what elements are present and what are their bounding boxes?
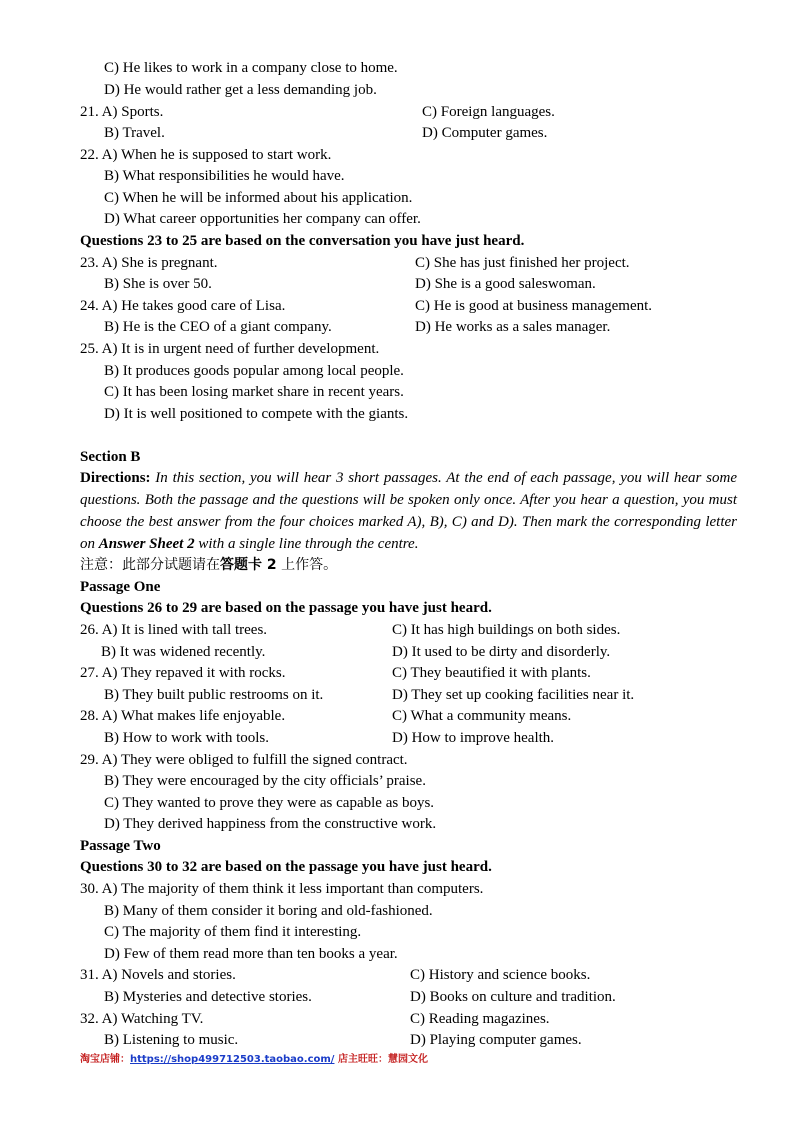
q24-option-b: B) He is the CEO of a giant company. [104, 319, 332, 335]
q29-option-c: C) They wanted to prove they were as capable as boys. [104, 795, 435, 811]
section-b-title: Section B [80, 449, 141, 465]
q24-option-a: 24. A) He takes good care of Lisa. [80, 298, 286, 314]
directions-text-1: In this section, you will hear 3 short passages. At the end of each passage, you will hear some questions. Both the passage and the questions will be spoken only once. After you hear a question, you must choose the best answer from the four choices marked A), B), C) and D). Then mark the corresponding letter on [80, 470, 737, 552]
q28-option-a: 28. A) What makes life enjoyable. [80, 708, 286, 724]
q30-option-b: B) Many of them consider it boring and old-fashioned. [104, 903, 433, 919]
q21-option-c: C) Foreign languages. [422, 104, 555, 120]
q29-option-d: D) They derived happiness from the constructive work. [104, 816, 437, 832]
q23-option-c: C) She has just finished her project. [415, 255, 630, 271]
q27-option-d: D) They set up cooking facilities near it. [392, 687, 635, 703]
q29-option-a: 29. A) They were obliged to fulfill the signed contract. [80, 752, 408, 768]
passage-one-title: Passage One [80, 579, 161, 595]
q31-option-a: 31. A) Novels and stories. [80, 967, 236, 983]
q32-option-d: D) Playing computer games. [410, 1032, 582, 1048]
directions-label: Directions: [80, 470, 151, 486]
notice-answer-sheet: 答题卡 2 [220, 557, 277, 573]
q20-option-c: C) He likes to work in a company close to home. [104, 60, 398, 76]
heading-questions-30-32: Questions 30 to 32 are based on the passage you have just heard. [80, 859, 492, 875]
notice-suffix: 上作答。 [276, 557, 338, 573]
q21-option-b: B) Travel. [104, 125, 165, 141]
footer-shop-label: 淘宝店铺： [80, 1054, 130, 1065]
q32-option-b: B) Listening to music. [104, 1032, 239, 1048]
q30-option-a: 30. A) The majority of them think it less important than computers. [80, 881, 484, 897]
q23-option-d: D) She is a good saleswoman. [415, 276, 596, 292]
q27-option-c: C) They beautified it with plants. [392, 665, 591, 681]
q21-option-d: D) Computer games. [422, 125, 548, 141]
q28-option-b: B) How to work with tools. [104, 730, 269, 746]
q28-option-d: D) How to improve health. [392, 730, 555, 746]
q30-option-d: D) Few of them read more than ten books a year. [104, 946, 398, 962]
q25-option-c: C) It has been losing market share in recent years. [104, 384, 404, 400]
directions-paragraph [80, 467, 737, 555]
q32-option-a: 32. A) Watching TV. [80, 1011, 204, 1027]
footer [80, 1050, 428, 1065]
q24-option-c: C) He is good at business management. [415, 298, 653, 314]
passage-two-title: Passage Two [80, 838, 161, 854]
footer-owner: 店主旺旺：慧园文化 [334, 1054, 428, 1065]
q29-option-b: B) They were encouraged by the city officials’ praise. [104, 773, 426, 789]
footer-shop-link[interactable]: https://shop499712503.taobao.com/ [130, 1054, 335, 1065]
q31-option-d: D) Books on culture and tradition. [410, 989, 616, 1005]
q25-option-a: 25. A) It is in urgent need of further development. [80, 341, 380, 357]
q31-option-b: B) Mysteries and detective stories. [104, 989, 312, 1005]
q26-option-c: C) It has high buildings on both sides. [392, 622, 621, 638]
q26-option-d: D) It used to be dirty and disorderly. [392, 644, 611, 660]
q20-option-d: D) He would rather get a less demanding job. [104, 82, 377, 98]
heading-questions-26-29: Questions 26 to 29 are based on the passage you have just heard. [80, 600, 492, 616]
q22-option-a: 22. A) When he is supposed to start work. [80, 147, 332, 163]
directions-answer-sheet: Answer Sheet 2 [98, 536, 195, 552]
q25-option-b: B) It produces goods popular among local people. [104, 363, 404, 379]
q24-option-d: D) He works as a sales manager. [415, 319, 611, 335]
q27-option-a: 27. A) They repaved it with rocks. [80, 665, 286, 681]
heading-questions-23-25: Questions 23 to 25 are based on the conversation you have just heard. [80, 233, 525, 249]
q27-option-b: B) They built public restrooms on it. [104, 687, 324, 703]
notice-line [80, 556, 337, 574]
q26-option-a: 26. A) It is lined with tall trees. [80, 622, 268, 638]
q22-option-d: D) What career opportunities her company can offer. [104, 211, 421, 227]
q22-option-c: C) When he will be informed about his application. [104, 190, 413, 206]
q30-option-c: C) The majority of them find it interesting. [104, 924, 362, 940]
q21-option-a: 21. A) Sports. [80, 104, 164, 120]
q22-option-b: B) What responsibilities he would have. [104, 168, 345, 184]
q25-option-d: D) It is well positioned to compete with the giants. [104, 406, 409, 422]
q26-option-b: B) It was widened recently. [101, 644, 266, 660]
directions-text-2: with a single line through the centre. [194, 536, 419, 552]
q23-option-b: B) She is over 50. [104, 276, 212, 292]
q23-option-a: 23. A) She is pregnant. [80, 255, 218, 271]
notice-prefix: 注意：此部分试题请在 [80, 557, 220, 573]
q32-option-c: C) Reading magazines. [410, 1011, 550, 1027]
q28-option-c: C) What a community means. [392, 708, 572, 724]
q31-option-c: C) History and science books. [410, 967, 591, 983]
